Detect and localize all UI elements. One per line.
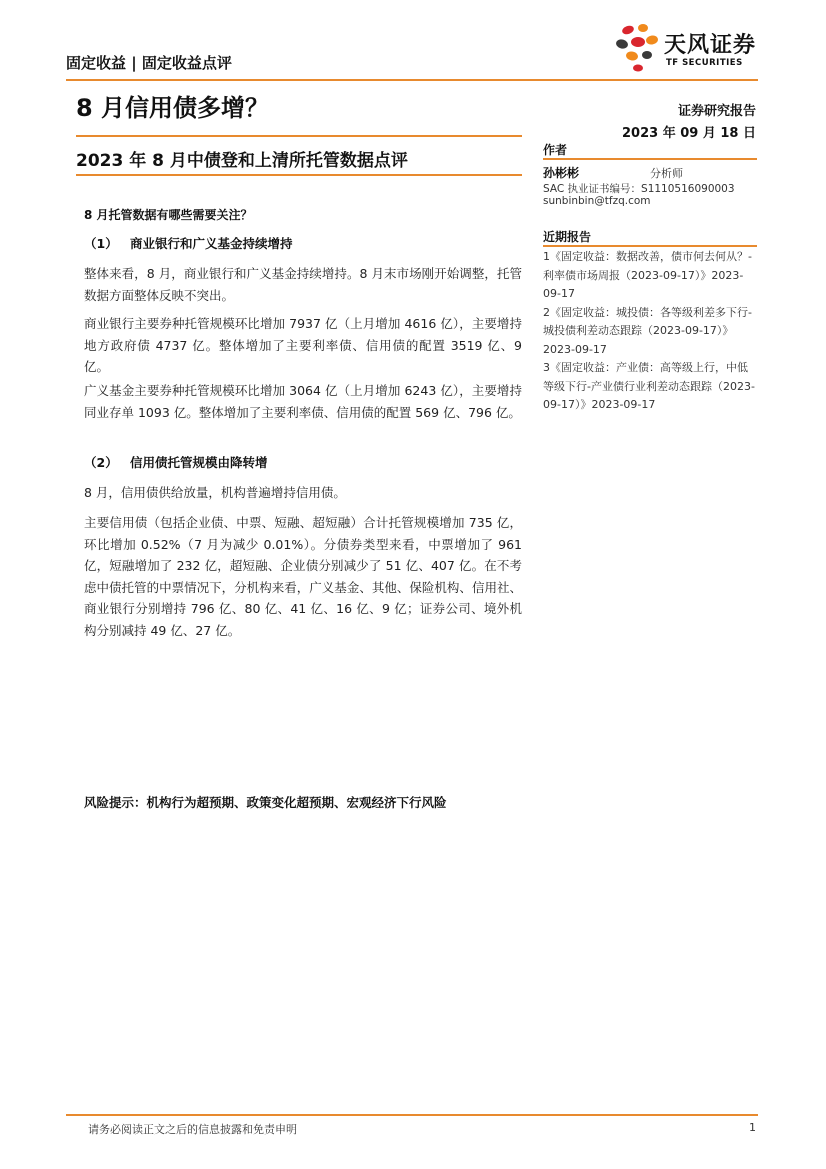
logo-mark-icon [608,18,664,78]
logo-text-en: TF SECURITIES [666,58,743,68]
author-name: 孙彬彬 [543,166,580,180]
recent-report-item[interactable]: 2《固定收益：城投债：各等级利差多下行-城投债利差动态跟踪（2023-09-17）》2023-09-17 [543,305,752,356]
section-2-paragraph: 主要信用债（包括企业债、中票、短融、超短融）合计托管规模增加 735 亿，环比增加 0.52%（7 月为减少 0.01%）。分债券类型来看，中票增加了 961 亿，短融增加了 232 亿，超短融、企业债分别减少了 51 亿、407 亿。在不考虑中债托管的中票情况下，分机构来看，广义基金、其他、保险机构、信用社、商业银行分别增持 796 亿、80 亿、41 亿、16 亿、9 亿；证券公司、境外机构分别减持 49 亿、27 亿。 [84,515,522,638]
company-logo [608,18,768,78]
section-1-paragraph: 广义基金主要券种托管规模环比增加 3064 亿（上月增加 6243 亿），主要增持同业存单 1093 亿。整体增加了主要利率债、信用债的配置 569 亿、796 亿。 [84,383,522,420]
recent-report-item[interactable]: 1《固定收益：数据改善，债市何去何从？-利率债市场周报（2023-09-17）》2023-09-17 [543,250,752,300]
subtitle-rule-bottom [76,174,522,176]
recent-report-item[interactable]: 3《固定收益：产业债：高等级上行，中低等级下行-产业债行业利差动态跟踪（2023-09-17）》2023-09-17 [543,361,755,411]
section-2-number: （2） [84,455,118,470]
author-heading: 作者 [543,143,568,157]
footer-disclaimer[interactable]: 请务必阅读正文之后的信息披露和免责申明 [88,1123,297,1136]
recent-reports-heading: 近期报告 [543,230,592,244]
section-2-title: 信用债托管规模由降转增 [130,455,268,470]
section-1-title: 商业银行和广义基金持续增持 [130,236,293,251]
page-number: 1 [749,1121,756,1134]
page-title: 8 月信用债多增？ [76,94,270,122]
author-rule [543,158,757,160]
author-role: 分析师 [650,167,683,180]
section-1-paragraph: 整体来看，8 月，商业银行和广义基金持续增持。8 月末市场刚开始调整，托管数据方面整体反映不突出。 [84,266,522,303]
footer-rule [66,1114,758,1116]
section-2-paragraph: 8 月，信用债供给放量，机构普遍增持信用债。 [84,485,346,500]
author-sac: SAC 执业证书编号：S1110516090003 [543,183,735,195]
section-1-paragraph: 商业银行主要券种托管规模环比增加 7937 亿（上月增加 4616 亿），主要增持地方政府债 4737 亿。整体增加了主要利率债、信用债的配置 3519 亿、9 亿。 [84,316,522,374]
header-category: 固定收益 | 固定收益点评 [66,54,232,72]
author-email: sunbinbin@tfzq.com [543,195,651,207]
logo-text-cn: 天风证券 [664,33,757,58]
risk-warning: 风险提示：机构行为超预期、政策变化超预期、宏观经济下行风险 [84,795,447,810]
recent-reports-list [543,248,757,415]
subtitle: 2023 年 8 月中债登和上清所托管数据点评 [76,151,408,171]
subtitle-rule-top [76,135,522,137]
header-rule [66,79,758,81]
section-2-heading [84,453,268,471]
recent-reports-rule [543,245,757,247]
report-type: 证券研究报告 [677,104,756,119]
report-date: 2023 年 09 月 18 日 [622,126,756,141]
section-1-heading [84,234,293,252]
key-question: 8 月托管数据有哪些需要关注？ [84,208,253,222]
section-1-number: （1） [84,236,118,251]
